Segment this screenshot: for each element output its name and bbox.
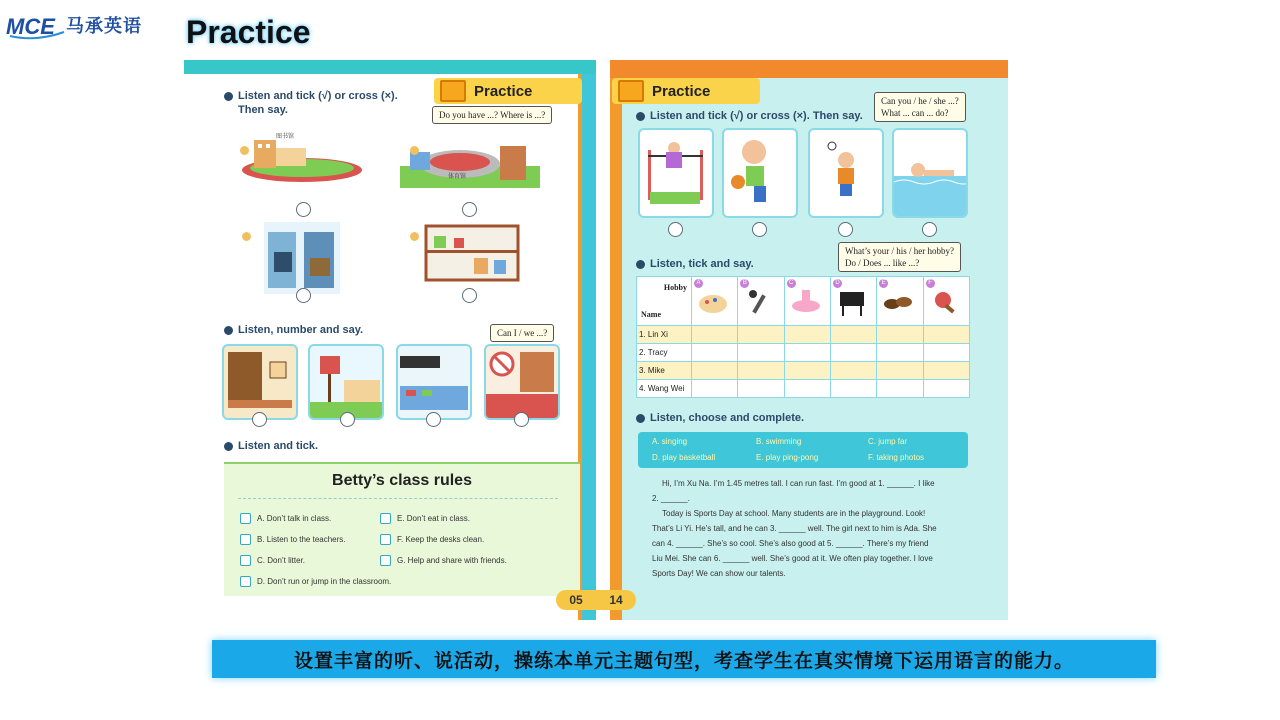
speech-bubble-can: Can I / we ...? [490, 324, 554, 342]
answer-circle-1[interactable] [668, 222, 683, 237]
number-2-dot [410, 146, 419, 155]
checkbox[interactable] [240, 534, 251, 545]
left-section-1-line2: Then say. [238, 104, 288, 116]
checkbox[interactable] [380, 534, 391, 545]
rule-a[interactable]: A. Don’t talk in class. [240, 508, 391, 529]
right-section-3: Listen, choose and complete. [636, 412, 804, 424]
table-header-row [637, 277, 970, 326]
slide-title: Practice [186, 14, 311, 50]
speech-bubble-hobby: What’s your / his / her hobby? Do / Does ... like ...? [838, 242, 961, 272]
number-circle-1[interactable] [252, 412, 267, 427]
table-corner-cell: Hobby Name [637, 277, 692, 326]
answer-circle-4[interactable] [922, 222, 937, 237]
rules-title: Betty’s class rules [332, 472, 472, 489]
canteen-picture [396, 344, 472, 420]
right-page [610, 60, 1008, 620]
table-row: 4. Wang Wei [637, 380, 970, 398]
word-choices-box [638, 432, 968, 468]
answer-circle-4[interactable] [462, 288, 477, 303]
answer-circle-1[interactable] [296, 202, 311, 217]
headphones-icon [636, 112, 645, 121]
high-jump-picture [638, 128, 714, 218]
headphones-icon [224, 326, 233, 335]
library-shelf-picture [222, 344, 298, 420]
headphones-icon [224, 442, 233, 451]
rules-left-column [240, 508, 391, 592]
story-passage [652, 476, 972, 581]
gym-sign: 体育馆 [448, 173, 467, 180]
rules-right-column [380, 508, 507, 571]
choice-c[interactable]: C. jump far [868, 437, 908, 446]
hobby-column-a: A [692, 277, 738, 326]
right-page-number: 14 [609, 593, 623, 607]
swimming-picture [892, 128, 968, 218]
gym-picture [400, 126, 540, 196]
story-line: That’s Li Yi. He’s tall, and he can 3. ______ well. The girl next to him is Ada. She [652, 524, 937, 533]
left-section-3: Listen and tick. [224, 440, 318, 452]
checkbox[interactable] [380, 513, 391, 524]
answer-circle-2[interactable] [462, 202, 477, 217]
headphones-icon [636, 260, 645, 269]
number-1-dot [240, 146, 249, 155]
shelf-picture [424, 224, 520, 284]
park-sign-picture [308, 344, 384, 420]
rule-d[interactable]: D. Don’t run or jump in the classroom. [240, 571, 391, 592]
table-row: 3. Mike [637, 362, 970, 380]
page-numbers [556, 590, 636, 610]
classroom-door-picture [264, 222, 340, 294]
number-4-dot [410, 232, 419, 241]
rule-c[interactable]: C. Don’t litter. [240, 550, 391, 571]
no-food-hall-picture [484, 344, 560, 420]
hobby-table [636, 276, 970, 398]
choice-a[interactable]: A. singing [652, 437, 688, 446]
hobby-column-e: E [877, 277, 923, 326]
left-section-2: Listen, number and say. [224, 324, 363, 336]
long-jump-picture [808, 128, 884, 218]
svg-text:MCE: MCE [6, 14, 55, 39]
choice-f[interactable]: F. taking photos [868, 453, 925, 462]
right-practice-ribbon: Practice [612, 78, 760, 104]
answer-circle-3[interactable] [838, 222, 853, 237]
hobby-column-f: F [923, 277, 969, 326]
checkbox[interactable] [380, 555, 391, 566]
choice-b[interactable]: B. swimming [756, 437, 802, 446]
table-row: 1. Lin Xi [637, 326, 970, 344]
right-section-1: Listen and tick (√) or cross (×). Then say. [636, 110, 863, 122]
number-circle-2[interactable] [340, 412, 355, 427]
rule-g[interactable]: G. Help and share with friends. [380, 550, 507, 571]
choice-e[interactable]: E. play ping-pong [756, 453, 819, 462]
speech-bubble-where: Do you have ...? Where is ...? [432, 106, 552, 124]
story-line: can 4. ______. She’s so cool. She’s also good at 5. ______. There’s my friend [652, 539, 929, 548]
book-icon [618, 80, 644, 102]
right-section-2: Listen, tick and say. [636, 258, 754, 270]
left-page-number: 05 [569, 593, 583, 607]
number-circle-4[interactable] [514, 412, 529, 427]
story-line: Today is Sports Day at school. Many students are in the playground. Look! [662, 509, 926, 518]
brand-name: 马承英语 [66, 16, 142, 36]
number-circle-3[interactable] [426, 412, 441, 427]
headphones-icon [636, 414, 645, 423]
rule-e[interactable]: E. Don’t eat in class. [380, 508, 507, 529]
library-picture [240, 126, 364, 186]
speech-bubble-can-you: Can you / he / she ...? What ... can ... do? [874, 92, 966, 122]
left-page [184, 60, 596, 620]
headphones-icon [224, 92, 233, 101]
number-3-dot [242, 232, 251, 241]
story-line: Sports Day! We can show our talents. [652, 569, 786, 578]
left-practice-ribbon: Practice [434, 78, 582, 104]
checkbox[interactable] [240, 576, 251, 587]
answer-circle-3[interactable] [296, 288, 311, 303]
left-section-1: Listen and tick (√) or cross (×). [224, 90, 398, 102]
rule-f[interactable]: F. Keep the desks clean. [380, 529, 507, 550]
library-sign: 图书馆 [276, 133, 295, 140]
caption-banner: 设置丰富的听、说活动，操练本单元主题句型，考查学生在真实情境下运用语言的能力。 [212, 640, 1156, 678]
book-icon [440, 80, 466, 102]
hobby-column-d: D [830, 277, 876, 326]
story-line: Liu Mei. She can 6. ______ well. She’s good at it. We often play together. I love [652, 554, 933, 563]
table-row: 2. Tracy [637, 344, 970, 362]
answer-circle-2[interactable] [752, 222, 767, 237]
checkbox[interactable] [240, 513, 251, 524]
rule-b[interactable]: B. Listen to the teachers. [240, 529, 391, 550]
class-rules-box [224, 462, 580, 596]
checkbox[interactable] [240, 555, 251, 566]
hobby-column-c: C [784, 277, 830, 326]
basketball-picture [722, 128, 798, 218]
choice-d[interactable]: D. play basketball [652, 453, 716, 462]
hobby-column-b: B [738, 277, 784, 326]
story-line: 2. ______. [652, 494, 690, 503]
story-line: Hi, I’m Xu Na. I’m 1.45 metres tall. I can run fast. I’m good at 1. ______. I like [662, 479, 935, 488]
